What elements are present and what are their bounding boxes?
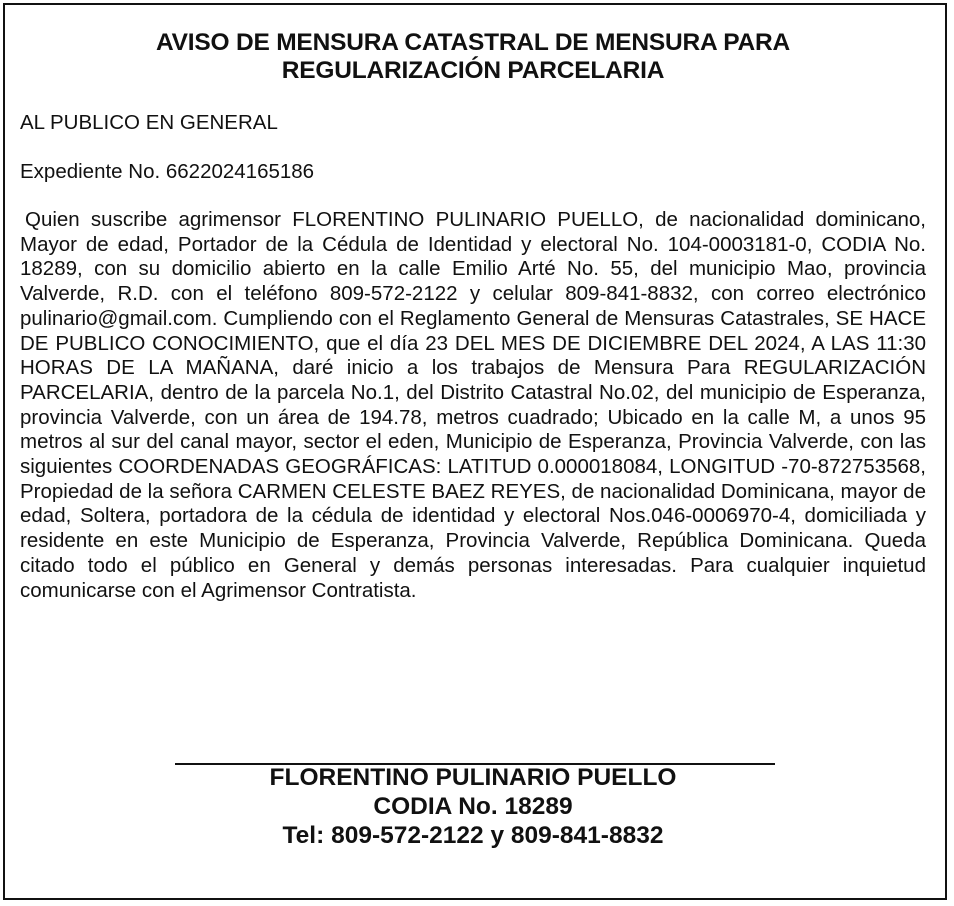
signature-block [20,763,926,850]
notice-title-line-1: AVISO DE MENSURA CATASTRAL DE MENSURA PARA [155,29,791,56]
notice-title-line-2: REGULARIZACIÓN PARCELARIA [281,57,665,84]
signatory-name: FLORENTINO PULINARIO PUELLO [269,764,677,791]
notice-body-text: Quien suscribe agrimensor FLORENTINO PULINARIO PUELLO, de nacionalidad dominicano, Mayor de edad, Portador de la Cédula de Identidad y electoral No. 104-0003181-0, CODIA No. 18289, con su domicilio abierto en la calle Emilio Arté No. 55, del municipio Mao, provincia Valverde, R.D. con el teléfono 809-572-2122 y celular 809-841-8832, con correo electrónico pulinario@gmail.com. Cumpliendo con el Reglamento General de Mensuras Catastrales, SE HACE DE PUBLICO CONOCIMIENTO, que el día 23 DEL MES DE DICIEMBRE DEL 2024, A LAS 11:30 HORAS DE LA MAÑANA, daré inicio a los trabajos de Mensura Para REGULARIZACIÓN PARCELARIA, dentro de la parcela No.1, del Distrito Catastral No.02, del municipio de Esperanza, provincia Valverde, con un área de 194.78, metros cuadrado; Ubicado en la calle M, a unos 95 metros al sur del canal mayor, sector el eden, Municipio de Esperanza, Provincia Valverde, con las siguientes COORDENADAS GEOGRÁFICAS: LATITUD 0.000018084, LONGITUD -70-872753568, Propiedad de la señora CARMEN CELESTE BAEZ REYES, de nacionalidad Dominicana, mayor de edad, Soltera, portadora de la cédula de identidad y electoral Nos.046-0006970-4, domiciliada y residente en este Municipio de Esperanza, Provincia Valverde, República Dominicana. Queda citado todo el público en General y demás personas interesadas. Para cualquier inquietud comunicarse con el Agrimensor Contratista. [20,208,926,602]
signatory-phones: Tel: 809-572-2122 y 809-841-8832 [282,822,664,849]
addressee-line: AL PUBLICO EN GENERAL [20,111,278,134]
signatory-codia: CODIA No. 18289 [373,793,573,820]
notice-content [20,29,926,849]
file-number: Expediente No. 6622024165186 [20,160,315,183]
